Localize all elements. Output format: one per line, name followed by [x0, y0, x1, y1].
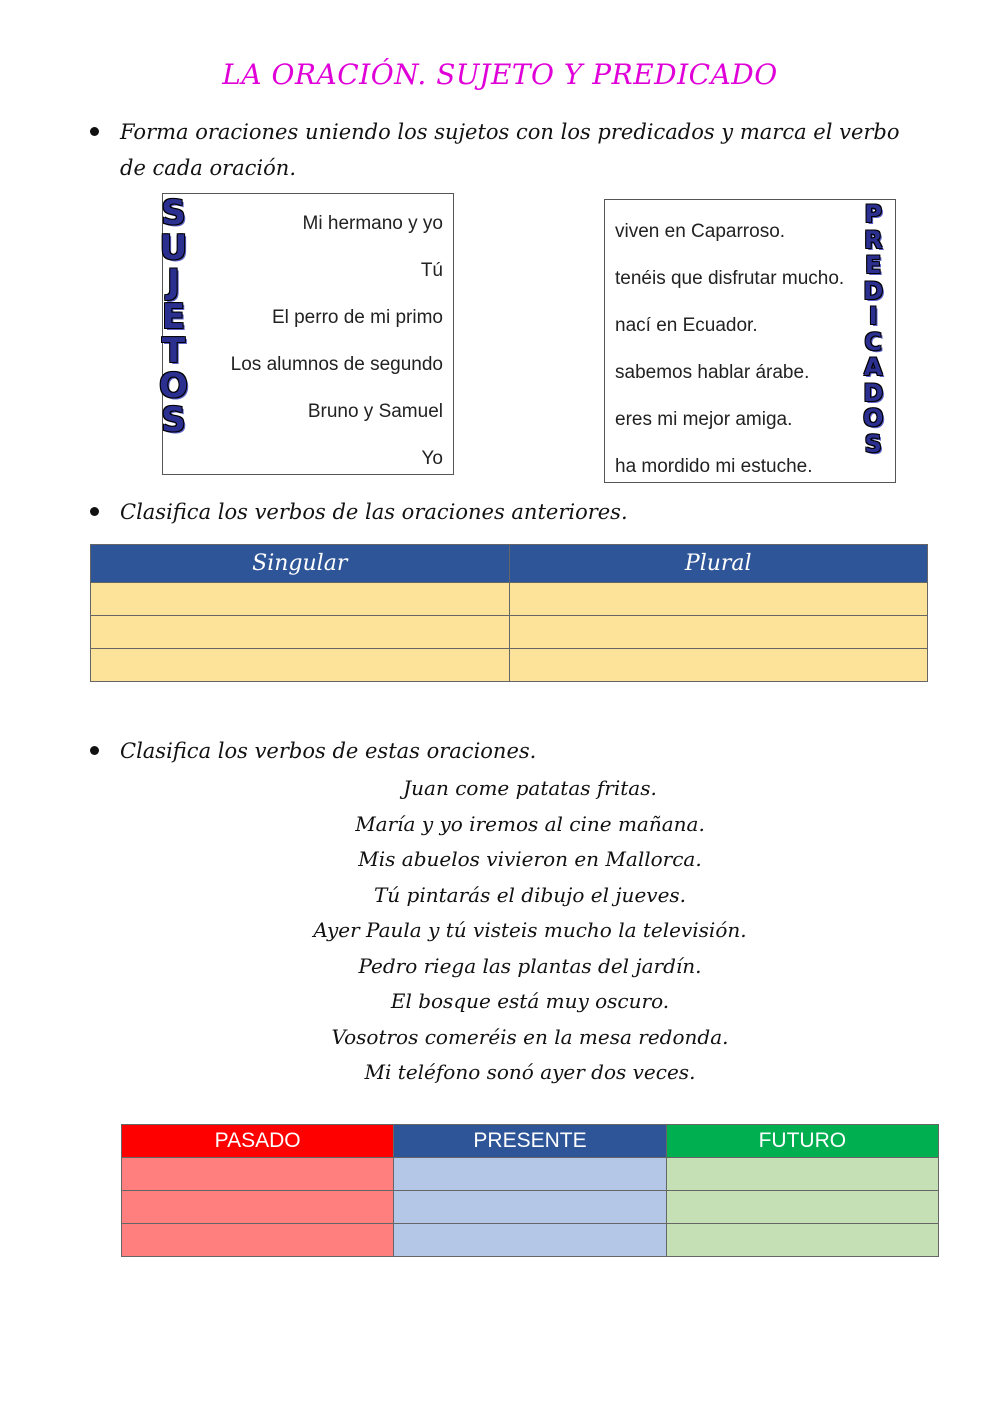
table-row	[91, 583, 928, 616]
presente-header: PRESENTE	[394, 1125, 666, 1158]
subjects-title-letter: J	[167, 262, 180, 302]
subject-item[interactable]: Tú	[420, 260, 443, 281]
presente-cell[interactable]	[394, 1158, 666, 1191]
table-row	[122, 1158, 939, 1191]
sentence-item: María y yo iremos al cine mañana.	[355, 811, 705, 836]
table-row	[122, 1191, 939, 1224]
futuro-header: FUTURO	[666, 1125, 938, 1158]
futuro-cell[interactable]	[666, 1158, 938, 1191]
sentence-item: Ayer Paula y tú visteis mucho la televisión.	[313, 918, 747, 942]
subjects-vertical-title	[159, 193, 188, 440]
sentence-item: Juan come patatas fritas.	[403, 776, 657, 800]
subjects-box	[159, 193, 454, 475]
pasado-cell[interactable]	[122, 1191, 394, 1224]
presente-cell[interactable]	[394, 1191, 666, 1224]
plural-cell[interactable]	[509, 616, 928, 649]
subjects-title-letter: S	[161, 193, 186, 233]
number-table	[90, 544, 928, 682]
table-row	[91, 649, 928, 682]
predicates-title-letter: E	[865, 251, 882, 279]
sentence-item: Mis abuelos vivieron en Mallorca.	[358, 847, 702, 871]
instruction-3	[90, 733, 930, 769]
predicates-title-letter: D	[863, 378, 884, 407]
predicates-title-letter: P	[864, 200, 882, 228]
instruction-1-text: Forma oraciones uniendo los sujetos con los predicados y marca el verbo de cada oración.	[120, 120, 900, 180]
predicates-title-letter: C	[864, 327, 883, 356]
predicate-item[interactable]: eres mi mejor amiga.	[615, 409, 793, 430]
singular-cell[interactable]	[91, 616, 510, 649]
bullet-icon	[90, 746, 99, 755]
sentence-item: El bosque está muy oscuro.	[390, 989, 670, 1013]
sentence-item: Vosotros comeréis en la mesa redonda.	[331, 1024, 729, 1049]
subject-item[interactable]: Los alumnos de segundo	[230, 354, 443, 375]
pasado-cell[interactable]	[122, 1158, 394, 1191]
plural-header: Plural	[509, 545, 928, 583]
sentence-item: Tú pintarás el dibujo el jueves.	[373, 882, 687, 907]
table-row	[122, 1224, 939, 1257]
pasado-header: PASADO	[122, 1125, 394, 1158]
subjects-title-letter: E	[161, 296, 186, 337]
instruction-1	[90, 114, 930, 186]
subjects-title-letter: U	[159, 227, 188, 268]
singular-cell[interactable]	[91, 649, 510, 682]
sentence-item: Mi teléfono sonó ayer dos veces.	[364, 1060, 696, 1084]
number-table-header-row	[91, 545, 928, 583]
subject-item[interactable]: Mi hermano y yo	[302, 213, 443, 234]
futuro-cell[interactable]	[666, 1191, 938, 1224]
tense-table-header-row	[122, 1125, 939, 1158]
tense-table	[121, 1124, 939, 1257]
plural-cell[interactable]	[509, 583, 928, 616]
subjects-title-letter: O	[159, 365, 188, 406]
predicate-item[interactable]: nací en Ecuador.	[615, 315, 758, 336]
predicates-title-letter: I	[868, 302, 878, 330]
subjects-title-letter: T	[161, 331, 186, 371]
instruction-3-text: Clasifica los verbos de estas oraciones.	[120, 739, 537, 763]
plural-cell[interactable]	[509, 649, 928, 682]
subject-item[interactable]: Yo	[421, 448, 443, 469]
subjects-title-letter: S	[161, 400, 186, 440]
futuro-cell[interactable]	[666, 1224, 938, 1257]
predicate-item[interactable]: ha mordido mi estuche.	[615, 456, 813, 477]
subject-item[interactable]: Bruno y Samuel	[307, 401, 443, 422]
bullet-icon	[90, 127, 99, 136]
instruction-2-text: Clasifica los verbos de las oraciones anteriores.	[120, 500, 628, 524]
predicates-title-letter: O	[863, 404, 884, 432]
sentence-list	[0, 771, 1000, 1091]
predicates-list	[615, 208, 844, 490]
predicates-title-letter: S	[864, 429, 882, 458]
predicate-item[interactable]: tenéis que disfrutar mucho.	[615, 268, 845, 289]
predicates-title-letter: D	[863, 276, 884, 305]
presente-cell[interactable]	[394, 1224, 666, 1257]
predicates-title-letter: A	[863, 353, 883, 381]
predicate-item[interactable]: viven en Caparroso.	[615, 221, 786, 242]
subjects-list	[231, 200, 443, 482]
subject-item[interactable]: El perro de mi primo	[271, 307, 443, 328]
table-row	[91, 616, 928, 649]
predicates-vertical-title	[863, 202, 883, 457]
singular-header: Singular	[91, 545, 510, 583]
instruction-2	[90, 494, 930, 530]
pasado-cell[interactable]	[122, 1224, 394, 1257]
bullet-icon	[90, 507, 99, 516]
singular-cell[interactable]	[91, 583, 510, 616]
predicate-item[interactable]: sabemos hablar árabe.	[615, 362, 810, 383]
predicates-box	[604, 199, 896, 483]
sentence-item: Pedro riega las plantas del jardín.	[358, 953, 702, 978]
page-title: LA ORACIÓN. SUJETO Y PREDICADO	[222, 58, 778, 91]
predicates-title-letter: R	[863, 225, 883, 254]
